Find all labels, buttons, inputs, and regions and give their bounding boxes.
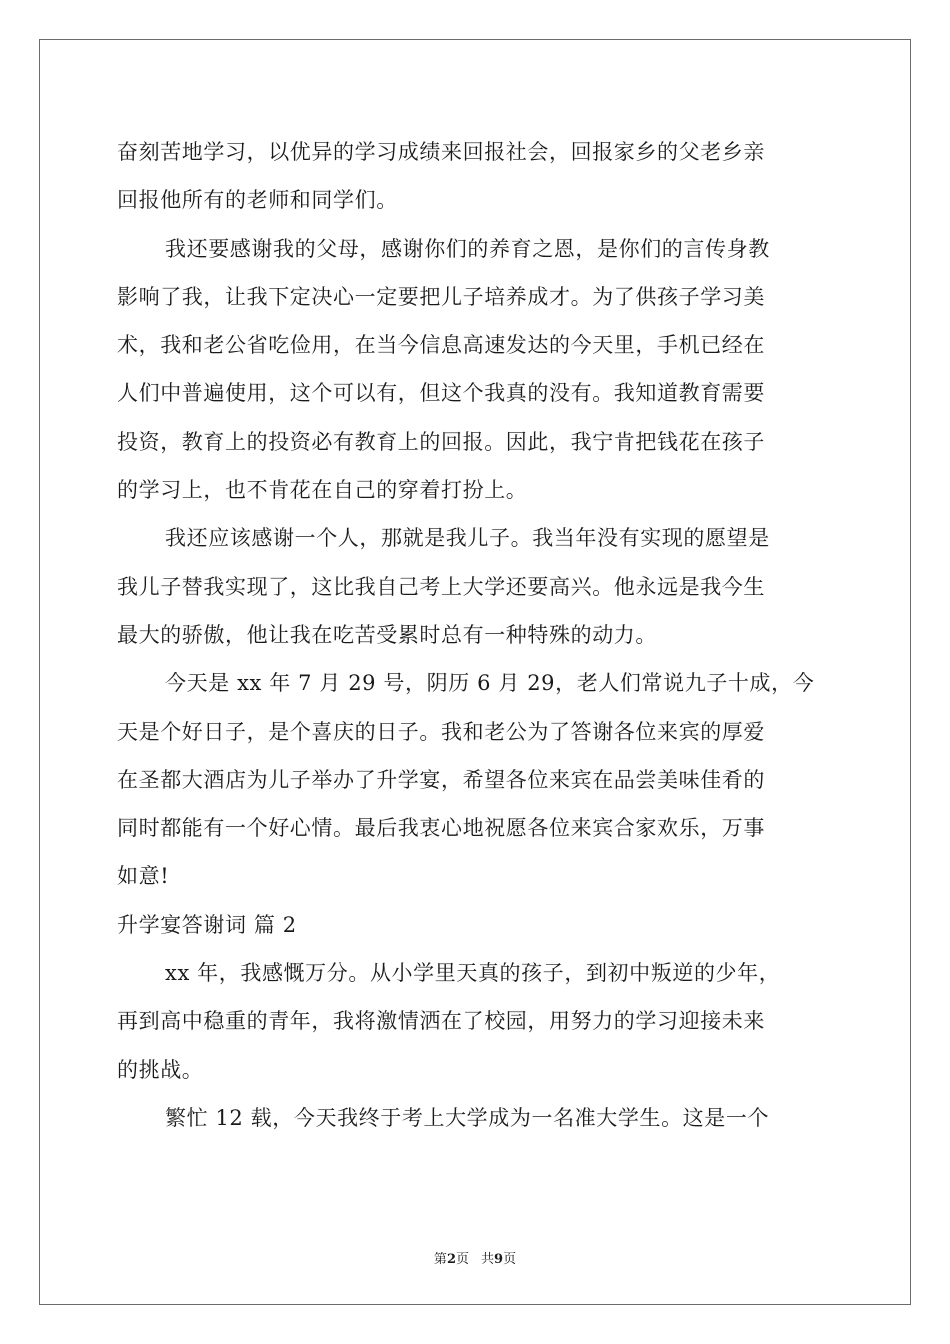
text-line: 奋刻苦地学习，以优异的学习成绩来回报社会，回报家乡的父老乡亲	[117, 140, 765, 164]
text-line: 我还应该感谢一个人，那就是我儿子。我当年没有实现的愿望是	[165, 526, 770, 551]
text-line: 我儿子替我实现了，这比我自己考上大学还要高兴。他永远是我今生	[117, 574, 765, 599]
total-prefix: 共	[481, 1252, 495, 1267]
page-total: 9	[494, 1252, 504, 1267]
text-line: 投资，教育上的投资必有教育上的回报。因此，我宁肯把钱花在孩子	[117, 429, 765, 454]
page-current: 2	[446, 1252, 456, 1267]
text-line: 最大的骄傲，他让我在吃苦受累时总有一种特殊的动力。	[117, 622, 657, 647]
text-line: 术，我和老公省吃俭用，在当今信息高速发达的今天里，手机已经在	[117, 333, 765, 358]
text-line: 同时都能有一个好心情。最后我衷心地祝愿各位来宾合家欢乐，万事	[117, 816, 765, 841]
document-body	[117, 128, 837, 1142]
text-line: 回报他所有的老师和同学们。	[117, 188, 398, 213]
text-line: xx 年，我感慨万分。从小学里天真的孩子，到初中叛逆的少年，	[165, 961, 781, 986]
page-footer	[0, 1248, 950, 1267]
text-line: 今天是 xx 年 7 月 29 号，阴历 6 月 29，老人们常说九子十成，今	[165, 671, 815, 696]
text-line: 天是个好日子，是个喜庆的日子。我和老公为了答谢各位来宾的厚爱	[117, 719, 765, 744]
page-suffix: 页	[455, 1252, 469, 1267]
section-heading: 升学宴答谢词 篇 2	[117, 912, 297, 937]
text-line: 影响了我，让我下定决心一定要把儿子培养成才。为了供孩子学习美	[117, 284, 765, 309]
text-line: 如意!	[117, 864, 170, 889]
text-line: 在圣都大酒店为儿子举办了升学宴，希望各位来宾在品尝美味佳肴的	[117, 767, 765, 792]
text-line: 的挑战。	[117, 1057, 204, 1082]
text-line: 繁忙 12 载，今天我终于考上大学成为一名准大学生。这是一个	[165, 1105, 770, 1130]
text-line: 人们中普遍使用，这个可以有，但这个我真的没有。我知道教育需要	[117, 381, 765, 406]
text-line: 的学习上，也不肯花在自己的穿着打扮上。	[117, 478, 528, 503]
page-prefix: 第	[433, 1252, 447, 1267]
text-line: 再到高中稳重的青年，我将激情洒在了校园，用努力的学习迎接未来	[117, 1009, 765, 1034]
text-line: 我还要感谢我的父母，感谢你们的养育之恩，是你们的言传身教	[165, 236, 770, 261]
total-suffix: 页	[503, 1252, 517, 1267]
